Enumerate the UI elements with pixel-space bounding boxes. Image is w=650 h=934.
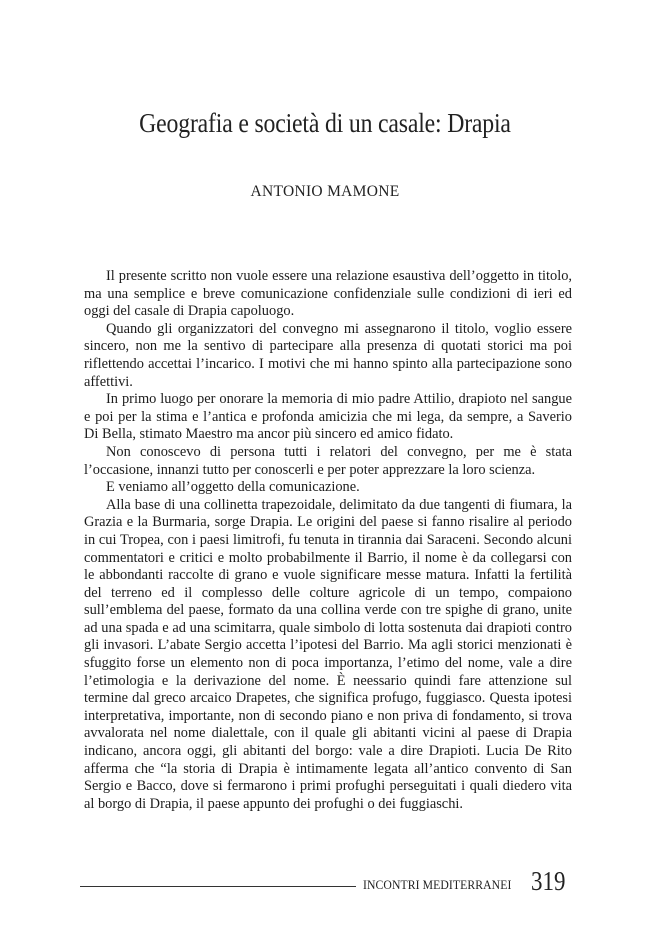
article-body [84,268,572,813]
paragraph: Quando gli organizzatori del convegno mi assegnarono il titolo, voglio essere sincero, non me la sentivo di partecipare alla presenza di quotati storici ma poi riflettendo accettai l’incarico. I motivi che mi hanno spinto alla partecipazione sono affettivi. [84,320,572,390]
paragraph: In primo luogo per onorare la memoria di mio padre Attilio, drapioto nel sangue e poi per la stima e l’antica e profonda amicizia che mi lega, da sempre, a Saverio Di Bella, stimato Maestro ma ancor più sincero ed amico fidato. [84,391,572,443]
paragraph: E veniamo all’oggetto della comunicazione. [106,479,360,496]
paragraph: Non conoscevo di persona tutti i relatori del convegno, per me è stata l’occasione, innanzi tutto per conoscerli e per poter apprezzare la loro scienza. [84,443,572,478]
article-author: ANTONIO MAMONE [250,183,400,200]
article-title: Geografia e società di un casale: Drapia [139,108,511,138]
paragraph: Il presente scritto non vuole essere una relazione esaustiva dell’oggetto in titolo, ma una semplice e breve comunicazione confidenziale sulle condizioni di ieri ed oggi del casale di Drapia capoluogo. [84,268,572,320]
paragraph: Alla base di una collinetta trapezoidale, delimitato da due tangenti di fiumara, la Grazia e la Burmaria, sorge Drapia. Le origini del paese si fanno risalire al periodo in cui Tropea, con i paesi limitrofi, fu tenuta in tirannia dai Saraceni. Secondo alcuni commentatori e critici e molto probabilmente il Barrio, il nome è da collegarsi con le abbondanti raccolte di grano e vuole significare messe matura. Infatti la fertilità del terreno ed il complesso delle colture agricole di un tempo, compaiono sull’emblema del paese, formato da una collina verde con tre spighe di grano, unite ad una spada e ad una scimitarra, quale simbolo di lotta sostenuta dai drapioti contro gli invasori. L’abate Sergio accetta l’ipotesi del Barrio. Ma agli storici menzionati è sfuggito forse un elemento non di poca importanza, l’etimo del nome, vale a dire l’etimologia e la derivazione del nome. È neessario quindi fare attenzione sul termine dal greco arcaico Drapetes, che significa profugo, fuggiasco. Questa ipotesi interpretativa, importante, non di secondo piano e non priva di fondamento, si trova avvalorata nel nome dialettale, con il quale gli abitanti vicini al paese di Drapia indicano, ancora oggi, gli abitanti del borgo: vale a dire Drapioti. Lucia De Rito afferma che “la storia di Drapia è intimamente legata all’antico convento di San Sergio e Bacco, dove si fermarono i primi profughi perseguitati i quali diedero vita al borgo di Drapia, il paese appunto dei profughi o dei fuggiaschi. [84,496,572,812]
page-number: 319 [531,866,566,896]
footer-rule [80,886,356,887]
journal-name: INCONTRI MEDITERRANEI [363,877,512,892]
